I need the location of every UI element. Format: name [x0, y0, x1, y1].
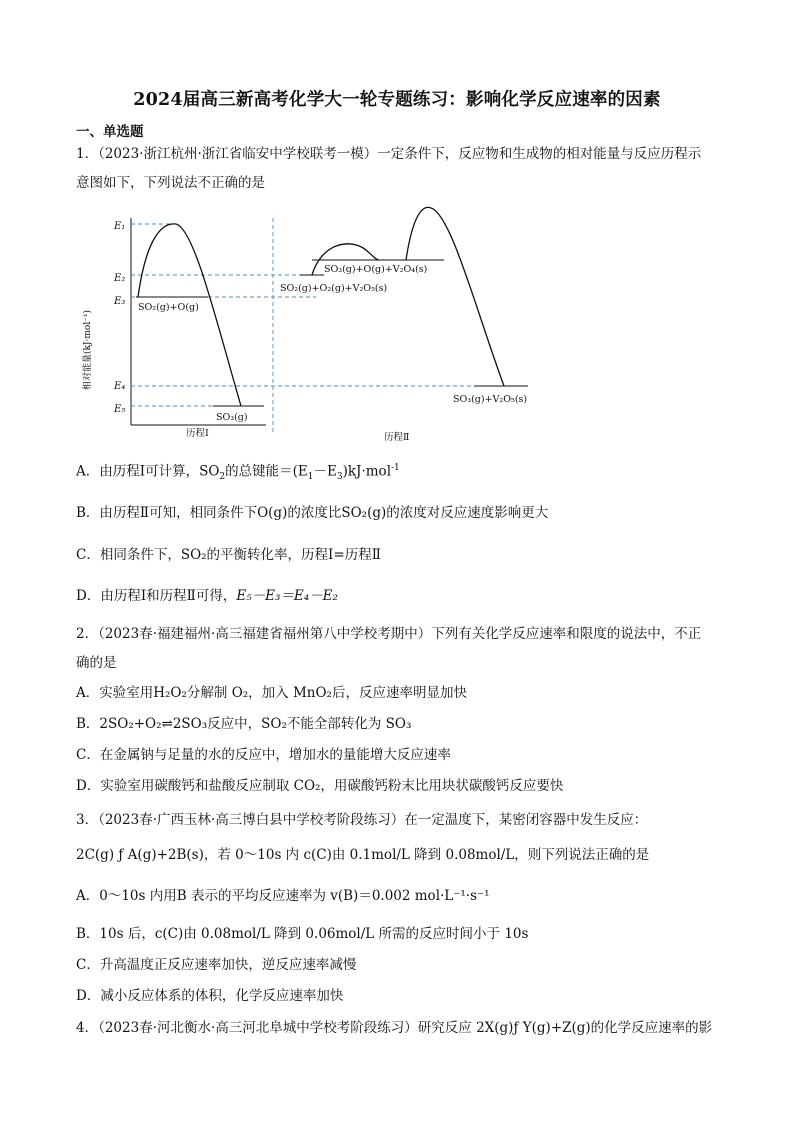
q4-stem-line1: 4．（2023春·河北衡水·高三河北阜城中学校考阶段练习）研究反应 2X(g)ƒ Y(g)+Z(g)的化学反应速率的影 — [76, 1020, 713, 1036]
q2-option-d: D．实验室用碳酸钙和盐酸反应制取 CO₂，用碳酸钙粉末比用块状碳酸钙反应要快 — [76, 778, 564, 794]
path1-label: 历程Ⅰ — [186, 428, 209, 439]
path2-label: 历程Ⅱ — [384, 432, 410, 443]
q3-stem-line2: 2C(g) ƒ A(g)+2B(s)，若 0～10s 内 c(C)由 0.1mol/L 降到 0.08mol/L，则下列说法正确的是 — [76, 847, 650, 863]
curve-path2b — [406, 207, 504, 386]
q3-stem-line1: 3．（2023春·广西玉林·高三博白县中学校考阶段练习）在一定温度下，某密闭容器中发生反应： — [76, 812, 648, 828]
q2-stem-line1: 2．（2023春·福建福州·高三福建省福州第八中学校考期中）下列有关化学反应速率和限度的说法中，不正 — [76, 626, 702, 642]
tick-e2: E₂ — [114, 273, 126, 284]
q1-option-b: B．由历程Ⅱ可知，相同条件下O(g)的浓度比SO₂(g)的浓度对反应速度影响更大 — [76, 505, 549, 521]
label-so3: SO₃(g) — [216, 412, 248, 423]
q2-stem-line2: 确的是 — [76, 655, 117, 671]
label-so3-v2o5: SO₃(g)+V₂O₅(s) — [453, 394, 528, 405]
q1-option-d: D．由历程Ⅰ和历程Ⅱ可得，E₅－E₃＝E₄－E₂ — [76, 588, 338, 604]
q2-option-a: A．实验室用H₂O₂分解制 O₂，加入 MnO₂后，反应速率明显加快 — [76, 685, 467, 701]
section-heading: 一、单选题 — [76, 124, 144, 140]
q2-option-c: C．在金属钠与足量的水的反应中，增加水的量能增大反应速率 — [76, 747, 451, 763]
document-title: 2024届高三新高考化学大一轮专题练习：影响化学反应速率的因素 — [133, 90, 661, 110]
tick-e4: E₄ — [114, 381, 126, 392]
q3-option-c: C．升高温度正反应速率加快，逆反应速率减慢 — [76, 957, 357, 973]
tick-e1: E₁ — [114, 221, 126, 232]
curve-path1 — [138, 224, 241, 406]
energy-diagram — [76, 200, 636, 450]
q1-stem-line1: 1．（2023·浙江杭州·浙江省临安中学校联考一模）一定条件下，反应物和生成物的相对能量与反应历程示 — [76, 146, 702, 162]
q3-option-a: A．0～10s 内用B 表示的平均反应速率为 v(B)＝0.002 mol·L⁻¹·s⁻¹ — [76, 888, 490, 904]
q1-option-a: A．由历程Ⅰ可计算，$SO_2$的总键能$=(E_1-E_3)kJ\cdot mol^{-1}$ — [76, 463, 400, 483]
label-so2-o2-v2o5: SO₂(g)+O₂(g)+V₂O₅(s) — [280, 283, 388, 294]
label-so3-o-v2o4: SO₃(g)+O(g)+V₂O₄(s) — [324, 264, 428, 275]
y-axis-label: 相对能量(kJ·mol⁻¹) — [83, 309, 93, 391]
q3-option-b: B．10s 后，c(C)由 0.08mol/L 降到 0.06mol/L 所需的反应时间小于 10s — [76, 926, 529, 942]
q1-option-c: C．相同条件下，SO₂的平衡转化率，历程Ⅰ=历程Ⅱ — [76, 547, 381, 563]
q3-option-d: D．减小反应体系的体积，化学反应速率加快 — [76, 988, 344, 1004]
tick-e5: E₅ — [114, 404, 126, 415]
tick-e3: E₃ — [114, 296, 126, 307]
label-so2-o: SO₂(g)+O(g) — [138, 302, 199, 313]
q2-option-b: B．2SO₂+O₂⇌2SO₃反应中，SO₂不能全部转化为 SO₃ — [76, 716, 412, 732]
q1-stem-line2: 意图如下，下列说法不正确的是 — [76, 175, 265, 191]
